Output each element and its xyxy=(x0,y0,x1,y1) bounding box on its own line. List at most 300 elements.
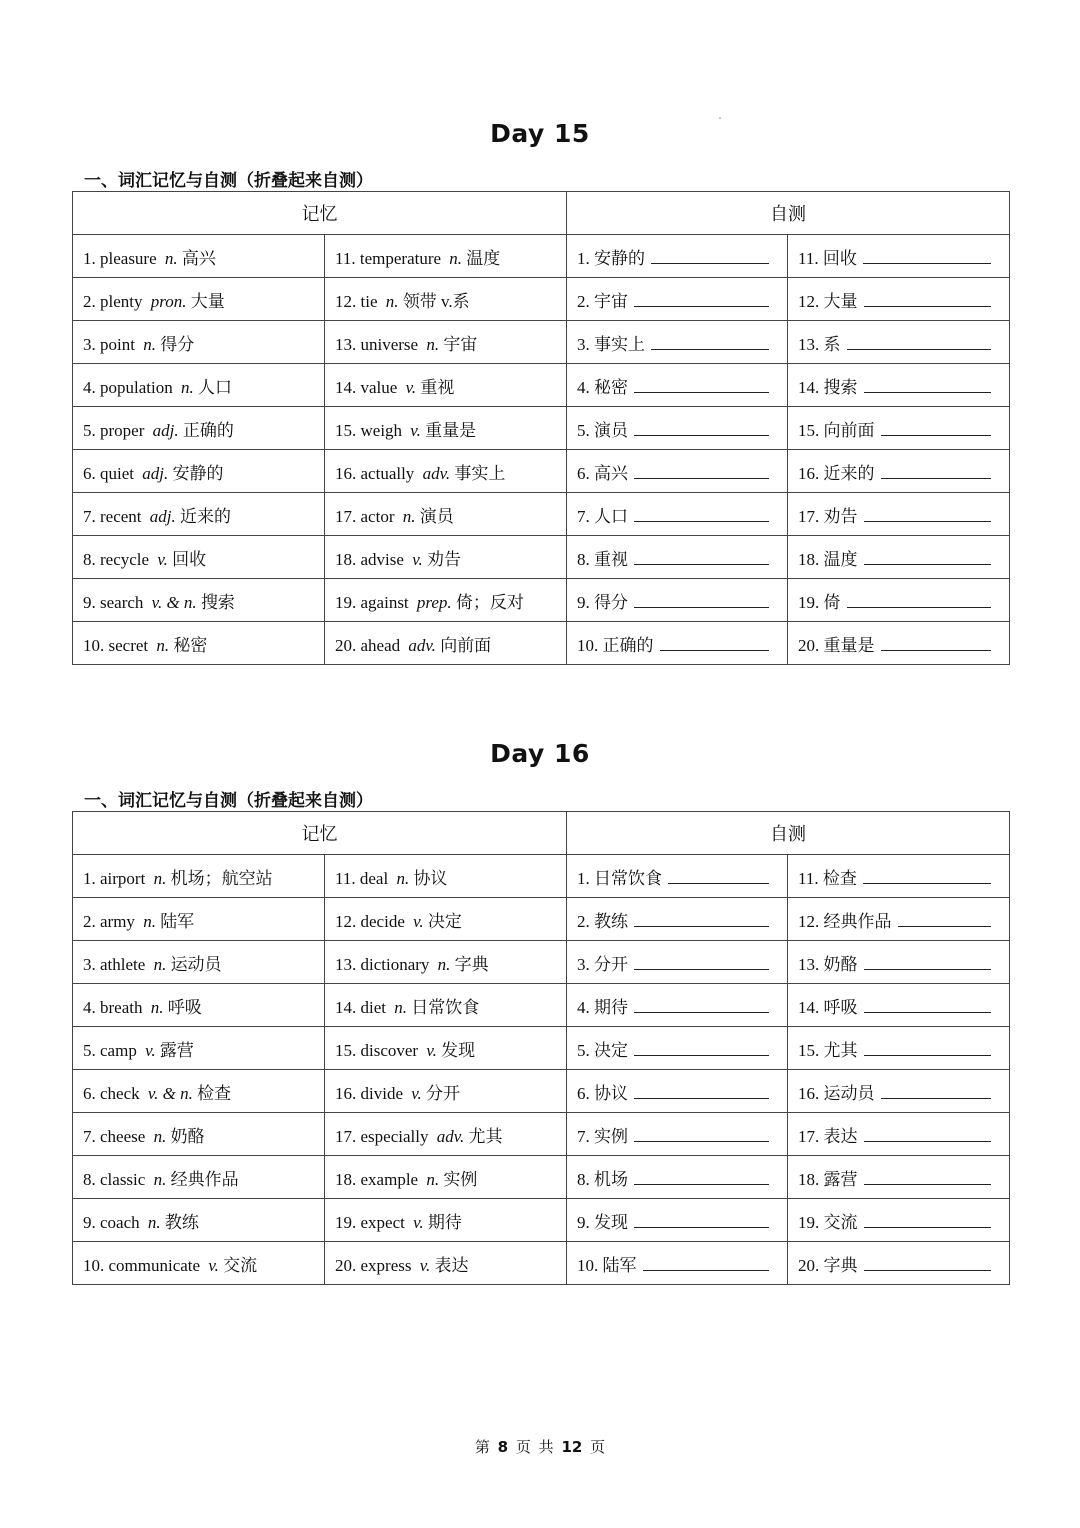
chinese-meaning: 得分 xyxy=(160,334,195,354)
memory-cell xyxy=(73,235,325,278)
chinese-meaning: 正确的 xyxy=(182,420,234,440)
test-cell xyxy=(788,622,1010,665)
test-prompt: 19. 倚 xyxy=(798,592,841,612)
vocab-word: 20. express xyxy=(335,1255,412,1275)
part-of-speech: n. xyxy=(153,1126,167,1146)
day15-title: Day 15 xyxy=(490,119,590,148)
test-prompt: 3. 事实上 xyxy=(577,334,645,354)
test-cell xyxy=(788,1156,1010,1199)
page-footer xyxy=(0,1436,1080,1457)
chinese-meaning: 领带 v.系 xyxy=(402,291,470,311)
chinese-meaning: 倚；反对 xyxy=(455,592,524,612)
test-cell xyxy=(567,1113,788,1156)
chinese-meaning: 安静的 xyxy=(172,463,224,483)
chinese-meaning: 回收 xyxy=(172,549,207,569)
test-cell xyxy=(567,984,788,1027)
memory-cell xyxy=(325,1113,567,1156)
memory-cell xyxy=(325,622,567,665)
table-row xyxy=(73,855,1010,898)
chinese-meaning: 高兴 xyxy=(181,248,216,268)
memory-cell xyxy=(325,1242,567,1285)
test-prompt: 9. 得分 xyxy=(577,592,628,612)
test-prompt: 10. 陆军 xyxy=(577,1255,637,1275)
vocab-word: 3. point xyxy=(83,334,135,354)
part-of-speech: v. xyxy=(157,549,168,569)
memory-cell xyxy=(325,855,567,898)
chinese-meaning: 秘密 xyxy=(173,635,208,655)
test-cell xyxy=(788,898,1010,941)
test-cell xyxy=(788,1199,1010,1242)
chinese-meaning: 人口 xyxy=(197,377,232,397)
part-of-speech: adj. xyxy=(152,420,179,440)
chinese-meaning: 宇宙 xyxy=(443,334,478,354)
chinese-meaning: 搜索 xyxy=(200,592,235,612)
test-cell xyxy=(567,898,788,941)
table-row xyxy=(73,622,1010,665)
vocab-word: 10. secret xyxy=(83,635,149,655)
test-cell xyxy=(788,536,1010,579)
vocab-word: 16. divide xyxy=(335,1083,403,1103)
chinese-meaning: 表达 xyxy=(434,1255,469,1275)
answer-blank[interactable] xyxy=(634,421,769,436)
answer-blank[interactable] xyxy=(634,912,769,927)
test-cell xyxy=(567,1242,788,1285)
footer-current-page: 8 xyxy=(497,1438,509,1456)
memory-cell xyxy=(73,493,325,536)
chinese-meaning: 近来的 xyxy=(180,506,232,526)
test-prompt: 18. 温度 xyxy=(798,549,858,569)
part-of-speech: adv. xyxy=(408,635,436,655)
test-prompt: 5. 决定 xyxy=(577,1040,628,1060)
chinese-meaning: 交流 xyxy=(223,1255,258,1275)
part-of-speech: adj. xyxy=(149,506,176,526)
memory-cell xyxy=(73,898,325,941)
memory-cell xyxy=(325,493,567,536)
chinese-meaning: 决定 xyxy=(427,911,462,931)
chinese-meaning: 机场；航空站 xyxy=(170,868,273,888)
answer-blank[interactable] xyxy=(881,1084,991,1099)
test-cell xyxy=(567,450,788,493)
answer-blank[interactable] xyxy=(634,955,769,970)
test-cell xyxy=(788,579,1010,622)
memory-cell xyxy=(73,364,325,407)
test-prompt: 19. 交流 xyxy=(798,1212,858,1232)
part-of-speech: v. xyxy=(411,1083,422,1103)
part-of-speech: n. xyxy=(143,334,156,354)
chinese-meaning: 教练 xyxy=(164,1212,199,1232)
vocab-word: 18. example xyxy=(335,1169,419,1189)
answer-blank[interactable] xyxy=(864,1256,991,1271)
test-cell xyxy=(567,1156,788,1199)
table-row xyxy=(73,1027,1010,1070)
table-header-row xyxy=(73,192,1010,235)
test-prompt: 10. 正确的 xyxy=(577,635,654,655)
chinese-meaning: 尤其 xyxy=(468,1126,503,1146)
vocab-word: 9. search xyxy=(83,592,144,612)
test-prompt: 11. 回收 xyxy=(798,248,857,268)
part-of-speech: v. xyxy=(412,549,423,569)
memory-cell xyxy=(73,855,325,898)
test-prompt: 8. 重视 xyxy=(577,549,628,569)
part-of-speech: v. xyxy=(405,377,417,397)
answer-blank[interactable] xyxy=(881,421,991,436)
memory-cell xyxy=(325,1070,567,1113)
chinese-meaning: 运动员 xyxy=(170,954,222,974)
memory-cell xyxy=(325,321,567,364)
answer-blank[interactable] xyxy=(881,464,991,479)
footer-suffix: 页 xyxy=(590,1438,606,1456)
part-of-speech: v. xyxy=(413,911,424,931)
memory-cell xyxy=(73,1242,325,1285)
test-cell xyxy=(788,407,1010,450)
memory-cell xyxy=(73,536,325,579)
test-cell xyxy=(567,407,788,450)
table-row xyxy=(73,278,1010,321)
answer-blank[interactable] xyxy=(864,998,991,1013)
test-prompt: 1. 安静的 xyxy=(577,248,645,268)
part-of-speech: pron. xyxy=(150,291,187,311)
test-cell xyxy=(788,493,1010,536)
footer-total-pages: 12 xyxy=(561,1438,583,1456)
test-prompt: 14. 呼吸 xyxy=(798,997,858,1017)
part-of-speech: n. xyxy=(396,868,410,888)
table-row xyxy=(73,898,1010,941)
part-of-speech: n. xyxy=(153,868,167,888)
part-of-speech: v. xyxy=(208,1255,219,1275)
chinese-meaning: 奶酪 xyxy=(170,1126,205,1146)
test-prompt: 1. 日常饮食 xyxy=(577,868,662,888)
test-prompt: 12. 经典作品 xyxy=(798,911,892,931)
answer-blank[interactable] xyxy=(864,1041,991,1056)
memory-cell xyxy=(325,536,567,579)
part-of-speech: v. xyxy=(419,1255,431,1275)
vocab-word: 6. quiet xyxy=(83,463,134,483)
vocab-word: 14. diet xyxy=(335,997,386,1017)
vocab-word: 13. dictionary xyxy=(335,954,430,974)
vocab-word: 2. plenty xyxy=(83,291,143,311)
chinese-meaning: 大量 xyxy=(190,291,225,311)
answer-blank[interactable] xyxy=(634,1041,769,1056)
vocab-word: 13. universe xyxy=(335,334,419,354)
answer-blank[interactable] xyxy=(864,955,991,970)
table-row xyxy=(73,1156,1010,1199)
table-row xyxy=(73,1199,1010,1242)
answer-blank[interactable] xyxy=(660,636,769,651)
answer-blank[interactable] xyxy=(863,249,991,264)
part-of-speech: v. xyxy=(426,1040,437,1060)
test-prompt: 16. 近来的 xyxy=(798,463,875,483)
test-cell xyxy=(788,1070,1010,1113)
memory-cell xyxy=(325,941,567,984)
test-prompt: 17. 劝告 xyxy=(798,506,858,526)
memory-cell xyxy=(73,941,325,984)
answer-blank[interactable] xyxy=(864,1213,991,1228)
vocab-word: 1. airport xyxy=(83,868,146,888)
test-cell xyxy=(788,941,1010,984)
table-row xyxy=(73,536,1010,579)
memory-cell xyxy=(73,1113,325,1156)
test-cell xyxy=(567,493,788,536)
memory-cell xyxy=(325,235,567,278)
test-prompt: 14. 搜索 xyxy=(798,377,858,397)
test-cell xyxy=(788,235,1010,278)
vocab-word: 5. proper xyxy=(83,420,145,440)
day15-vocab-table xyxy=(72,191,1010,665)
test-prompt: 9. 发现 xyxy=(577,1212,628,1232)
vocab-word: 19. expect xyxy=(335,1212,405,1232)
memory-cell xyxy=(73,1070,325,1113)
answer-blank[interactable] xyxy=(634,593,769,608)
memory-cell xyxy=(325,278,567,321)
chinese-meaning: 陆军 xyxy=(160,911,195,931)
answer-blank[interactable] xyxy=(634,507,769,522)
table-row xyxy=(73,1070,1010,1113)
footer-prefix: 第 xyxy=(474,1438,490,1456)
part-of-speech: v. xyxy=(410,420,421,440)
answer-blank[interactable] xyxy=(634,1170,769,1185)
memory-cell xyxy=(73,1027,325,1070)
answer-blank[interactable] xyxy=(634,998,769,1013)
test-header: 自测 xyxy=(567,812,1010,855)
answer-blank[interactable] xyxy=(634,378,769,393)
table-row xyxy=(73,450,1010,493)
memory-header: 记忆 xyxy=(73,192,567,235)
vocab-word: 14. value xyxy=(335,377,398,397)
vocab-word: 4. population xyxy=(83,377,173,397)
vocab-word: 6. check xyxy=(83,1083,140,1103)
test-cell xyxy=(788,364,1010,407)
vocab-word: 9. coach xyxy=(83,1212,140,1232)
part-of-speech: n. xyxy=(143,911,156,931)
test-cell xyxy=(567,321,788,364)
test-cell xyxy=(567,278,788,321)
answer-blank[interactable] xyxy=(634,1127,769,1142)
answer-blank[interactable] xyxy=(864,292,991,307)
part-of-speech: v. & n. xyxy=(151,592,197,612)
table-row xyxy=(73,364,1010,407)
answer-blank[interactable] xyxy=(864,1170,991,1185)
table-row xyxy=(73,579,1010,622)
answer-blank[interactable] xyxy=(668,869,769,884)
test-cell xyxy=(567,622,788,665)
test-prompt: 7. 实例 xyxy=(577,1126,628,1146)
vocab-word: 10. communicate xyxy=(83,1255,201,1275)
footer-middle: 页 共 xyxy=(515,1438,554,1456)
memory-cell xyxy=(73,622,325,665)
part-of-speech: n. xyxy=(147,1212,161,1232)
memory-cell xyxy=(73,1199,325,1242)
test-prompt: 4. 秘密 xyxy=(577,377,628,397)
test-prompt: 20. 字典 xyxy=(798,1255,858,1275)
part-of-speech: n. xyxy=(156,635,170,655)
answer-blank[interactable] xyxy=(863,869,991,884)
chinese-meaning: 检查 xyxy=(197,1083,232,1103)
memory-cell xyxy=(73,579,325,622)
test-cell xyxy=(788,984,1010,1027)
table-row xyxy=(73,493,1010,536)
chinese-meaning: 分开 xyxy=(426,1083,461,1103)
chinese-meaning: 向前面 xyxy=(440,635,492,655)
test-prompt: 4. 期待 xyxy=(577,997,628,1017)
part-of-speech: n. xyxy=(437,954,451,974)
answer-blank[interactable] xyxy=(634,1213,769,1228)
vocab-word: 8. classic xyxy=(83,1169,146,1189)
day16-title: Day 16 xyxy=(490,739,590,768)
part-of-speech: n. xyxy=(394,997,407,1017)
table-row xyxy=(73,941,1010,984)
part-of-speech: n. xyxy=(164,248,178,268)
memory-cell xyxy=(73,984,325,1027)
vocab-word: 12. tie xyxy=(335,291,378,311)
test-prompt: 17. 表达 xyxy=(798,1126,858,1146)
chinese-meaning: 事实上 xyxy=(454,463,506,483)
vocab-word: 5. camp xyxy=(83,1040,137,1060)
chinese-meaning: 字典 xyxy=(454,954,489,974)
answer-blank[interactable] xyxy=(634,464,769,479)
answer-blank[interactable] xyxy=(634,550,769,565)
test-prompt: 2. 教练 xyxy=(577,911,628,931)
part-of-speech: n. xyxy=(180,377,194,397)
answer-blank[interactable] xyxy=(881,636,991,651)
answer-blank[interactable] xyxy=(651,335,769,350)
vocab-word: 17. especially xyxy=(335,1126,429,1146)
table-row xyxy=(73,321,1010,364)
part-of-speech: adv. xyxy=(436,1126,465,1146)
test-prompt: 12. 大量 xyxy=(798,291,858,311)
part-of-speech: v. xyxy=(145,1040,156,1060)
test-prompt: 13. 奶酪 xyxy=(798,954,858,974)
table-header-row xyxy=(73,812,1010,855)
test-prompt: 18. 露营 xyxy=(798,1169,858,1189)
chinese-meaning: 经典作品 xyxy=(170,1169,239,1189)
test-cell xyxy=(788,1242,1010,1285)
chinese-meaning: 温度 xyxy=(466,248,501,268)
part-of-speech: n. xyxy=(402,506,416,526)
table-row xyxy=(73,984,1010,1027)
vocab-word: 7. cheese xyxy=(83,1126,146,1146)
vocab-word: 17. actor xyxy=(335,506,395,526)
table-row xyxy=(73,1242,1010,1285)
answer-blank[interactable] xyxy=(643,1256,769,1271)
vocab-word: 11. temperature xyxy=(335,248,442,268)
vocab-word: 11. deal xyxy=(335,868,389,888)
part-of-speech: n. xyxy=(449,248,463,268)
memory-cell xyxy=(325,1027,567,1070)
vocab-word: 15. discover xyxy=(335,1040,419,1060)
answer-blank[interactable] xyxy=(898,912,991,927)
answer-blank[interactable] xyxy=(651,249,769,264)
part-of-speech: prep. xyxy=(416,592,452,612)
test-prompt: 11. 检查 xyxy=(798,868,857,888)
part-of-speech: n. xyxy=(426,1169,440,1189)
memory-header: 记忆 xyxy=(73,812,567,855)
vocab-word: 20. ahead xyxy=(335,635,401,655)
chinese-meaning: 露营 xyxy=(159,1040,194,1060)
memory-cell xyxy=(325,984,567,1027)
memory-cell xyxy=(73,278,325,321)
table-row xyxy=(73,1113,1010,1156)
test-prompt: 20. 重量是 xyxy=(798,635,875,655)
test-prompt: 6. 协议 xyxy=(577,1083,628,1103)
memory-cell xyxy=(325,450,567,493)
vocab-word: 18. advise xyxy=(335,549,404,569)
chinese-meaning: 发现 xyxy=(441,1040,476,1060)
test-prompt: 15. 尤其 xyxy=(798,1040,858,1060)
chinese-meaning: 期待 xyxy=(427,1212,462,1232)
part-of-speech: n. xyxy=(150,997,164,1017)
chinese-meaning: 劝告 xyxy=(426,549,461,569)
vocab-word: 12. decide xyxy=(335,911,405,931)
answer-blank[interactable] xyxy=(847,593,991,608)
memory-cell xyxy=(325,407,567,450)
chinese-meaning: 演员 xyxy=(419,506,454,526)
test-prompt: 5. 演员 xyxy=(577,420,628,440)
vocab-word: 15. weigh xyxy=(335,420,403,440)
answer-blank[interactable] xyxy=(864,507,991,522)
part-of-speech: v. xyxy=(413,1212,424,1232)
table-row xyxy=(73,407,1010,450)
test-cell xyxy=(788,450,1010,493)
vocab-word: 19. against xyxy=(335,592,409,612)
memory-cell xyxy=(325,898,567,941)
test-cell xyxy=(788,278,1010,321)
part-of-speech: adv. xyxy=(422,463,451,483)
day16-section-heading: 一、词汇记忆与自测（折叠起来自测） xyxy=(84,791,373,811)
test-cell xyxy=(788,1113,1010,1156)
chinese-meaning: 呼吸 xyxy=(167,997,202,1017)
answer-blank[interactable] xyxy=(864,378,991,393)
day15-section-heading: 一、词汇记忆与自测（折叠起来自测） xyxy=(84,171,373,191)
memory-cell xyxy=(73,1156,325,1199)
test-cell xyxy=(567,235,788,278)
chinese-meaning: 重视 xyxy=(420,377,455,397)
test-prompt: 8. 机场 xyxy=(577,1169,628,1189)
part-of-speech: n. xyxy=(426,334,440,354)
test-cell xyxy=(788,1027,1010,1070)
test-header: 自测 xyxy=(567,192,1010,235)
day16-vocab-table xyxy=(72,811,1010,1285)
test-cell xyxy=(788,855,1010,898)
test-prompt: 16. 运动员 xyxy=(798,1083,875,1103)
answer-blank[interactable] xyxy=(634,292,769,307)
test-cell xyxy=(788,321,1010,364)
memory-cell xyxy=(325,364,567,407)
memory-cell xyxy=(73,321,325,364)
answer-blank[interactable] xyxy=(864,1127,991,1142)
chinese-meaning: 日常饮食 xyxy=(411,997,480,1017)
vocab-word: 2. army xyxy=(83,911,135,931)
memory-cell xyxy=(73,407,325,450)
test-cell xyxy=(567,1199,788,1242)
part-of-speech: v. & n. xyxy=(147,1083,193,1103)
answer-blank[interactable] xyxy=(864,550,991,565)
test-prompt: 6. 高兴 xyxy=(577,463,628,483)
vocab-word: 8. recycle xyxy=(83,549,150,569)
test-cell xyxy=(567,1070,788,1113)
answer-blank[interactable] xyxy=(847,335,991,350)
test-prompt: 13. 系 xyxy=(798,334,841,354)
test-cell xyxy=(567,579,788,622)
test-cell xyxy=(567,1027,788,1070)
test-prompt: 15. 向前面 xyxy=(798,420,875,440)
test-cell xyxy=(567,364,788,407)
part-of-speech: adj. xyxy=(142,463,169,483)
vocab-word: 4. breath xyxy=(83,997,143,1017)
test-prompt: 3. 分开 xyxy=(577,954,628,974)
vocab-word: 16. actually xyxy=(335,463,415,483)
memory-cell xyxy=(325,1156,567,1199)
answer-blank[interactable] xyxy=(634,1084,769,1099)
